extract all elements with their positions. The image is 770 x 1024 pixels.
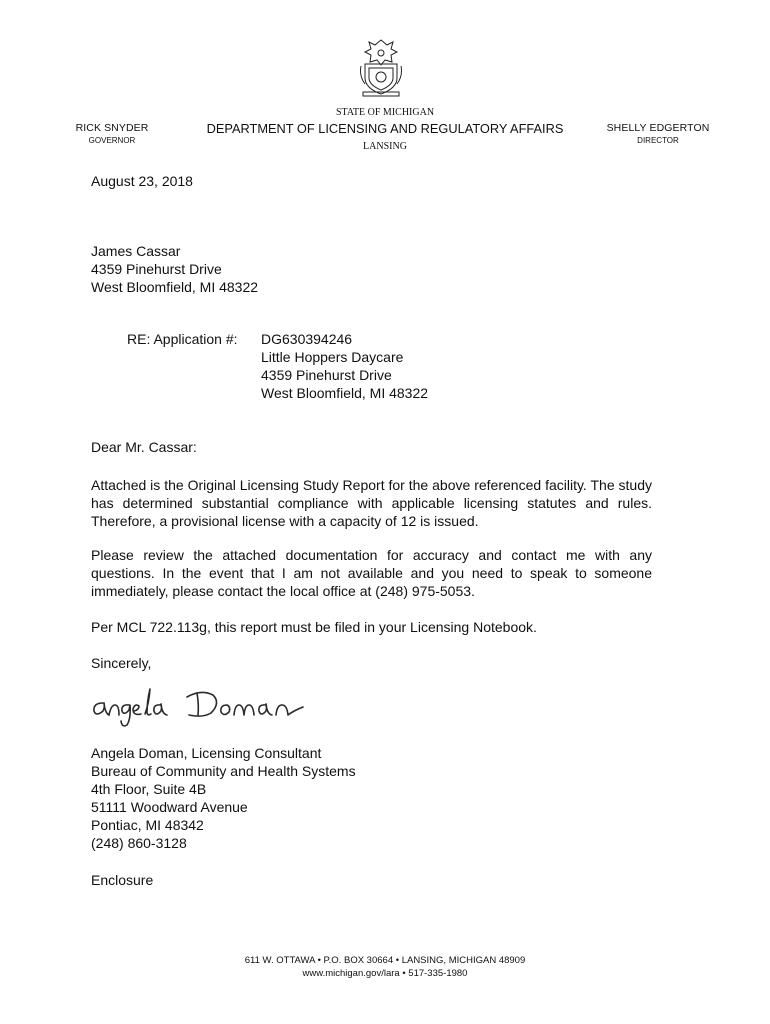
recipient-line: 4359 Pinehurst Drive [91,261,222,277]
state-of-michigan-seal-icon [357,36,405,98]
department-name: DEPARTMENT OF LICENSING AND REGULATORY AFFAIRS [206,121,564,136]
recipient-address [91,242,258,296]
application-number: DG630394246 [261,331,353,347]
letterhead-footer [170,954,600,980]
state-name: STATE OF MICHIGAN [335,107,435,118]
handwritten-signature [89,683,315,729]
director-name: SHELLY EDGERTON [606,122,710,134]
re-label: RE: Application #: [127,331,238,347]
department-header [170,106,600,153]
signer-street: 51111 Woodward Avenue [91,799,248,815]
facility-name: Little Hoppers Daycare [261,349,404,365]
signer-bureau: Bureau of Community and Health Systems [91,763,356,779]
signer-phone: (248) 860-3128 [91,835,187,851]
facility-city: West Bloomfield, MI 48322 [261,385,429,401]
governor-title: GOVERNOR [88,136,136,145]
director-title: DIRECTOR [637,136,679,145]
facility-street: 4359 Pinehurst Drive [261,367,392,383]
signature-block [91,744,356,852]
footer-contact: www.michigan.gov/lara • 517-335-1980 [302,968,468,979]
body-paragraph: Per MCL 722.113g, this report must be filed in your Licensing Notebook. [91,619,537,635]
signer-name-title: Angela Doman, Licensing Consultant [91,745,322,761]
recipient-line: West Bloomfield, MI 48322 [91,279,259,295]
letter-date: August 23, 2018 [91,173,193,189]
city-name: LANSING [363,141,407,152]
salutation: Dear Mr. Cassar: [91,439,197,455]
body-paragraph: Attached is the Original Licensing Study Report for the above referenced facility. The study has determined substantial compliance with applicable licensing statutes and rules. Therefore, a provisional license with a capacity of 12 is issued. [91,477,652,529]
closing: Sincerely, [91,655,152,671]
re-details [261,330,428,402]
body-paragraph: Please review the attached documentation for accuracy and contact me with any questions. In the event that I am not available and you need to speak to someone immediately, please contact the local office at (248) 975-5053. [91,547,652,599]
recipient-line: James Cassar [91,243,181,259]
governor-name: RICK SNYDER [75,122,149,134]
signer-suite: 4th Floor, Suite 4B [91,781,207,797]
governor-block [64,122,160,146]
signer-city: Pontiac, MI 48342 [91,817,204,833]
enclosure-note: Enclosure [91,872,154,888]
footer-address: 611 W. OTTAWA • P.O. BOX 30664 • LANSING, MICHIGAN 48909 [244,955,526,966]
director-block [600,122,716,146]
